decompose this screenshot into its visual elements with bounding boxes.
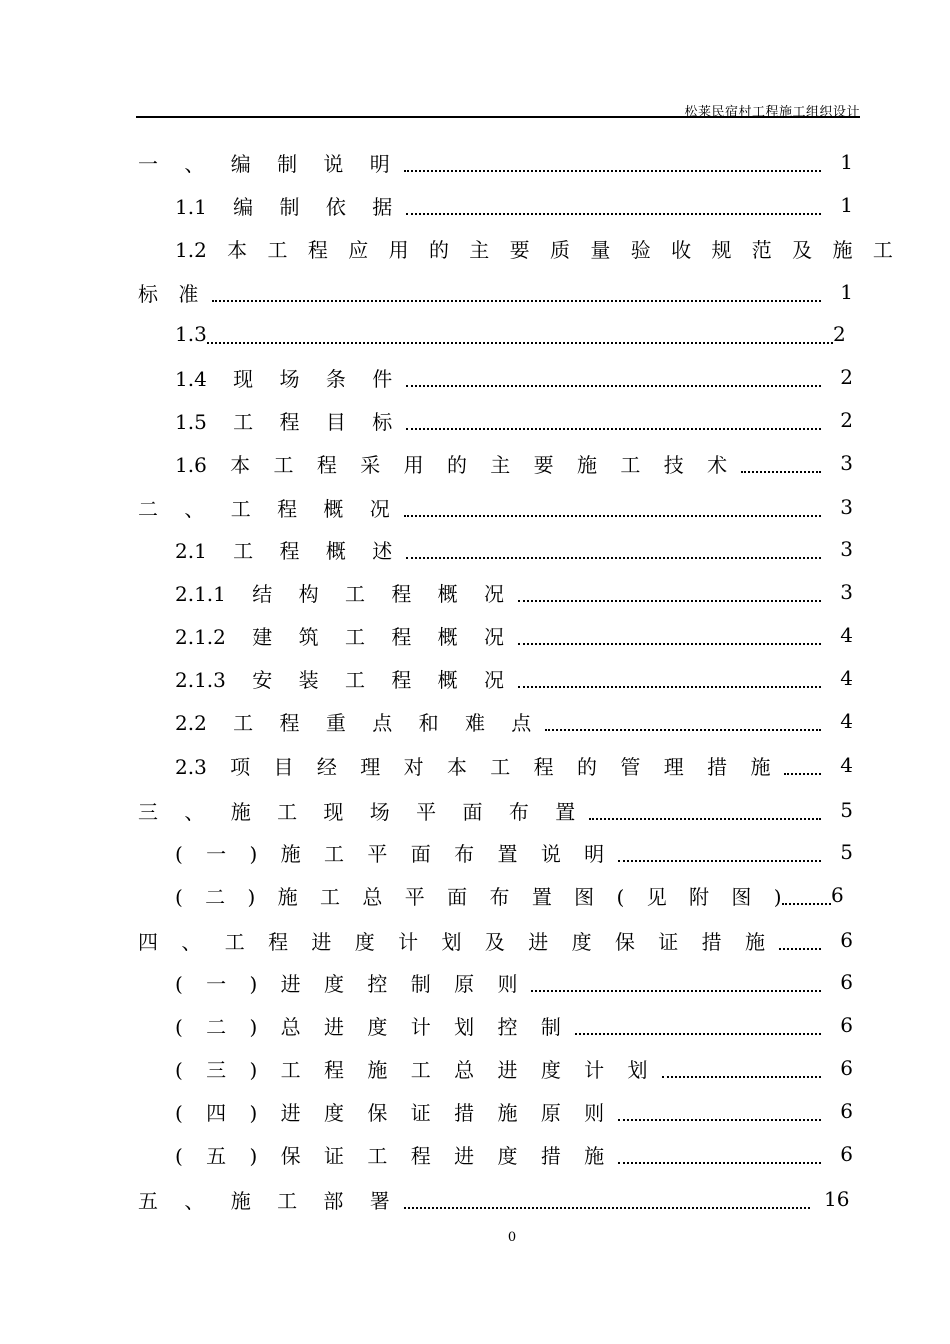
toc-entry[interactable]: [175, 362, 853, 392]
toc-entry-label: 2.1.2 建 筑 工 程 概 况: [175, 624, 505, 649]
toc-entry[interactable]: [175, 1139, 853, 1169]
page-number: 0: [507, 1230, 517, 1245]
toc-leader-dots: [782, 889, 831, 905]
toc-entry[interactable]: [175, 1010, 853, 1040]
toc-leader-dots: [406, 371, 821, 387]
toc-entry[interactable]: [175, 1053, 853, 1083]
running-header: 松莱民宿村工程施工组织设计: [684, 105, 860, 120]
toc-entry[interactable]: [175, 190, 853, 220]
toc-entry[interactable]: [175, 534, 853, 564]
toc-entry-page: 1: [840, 193, 853, 217]
toc-leader-dots: [518, 586, 821, 602]
toc-entry-page: 3: [840, 495, 853, 519]
toc-entry-page: 1: [840, 280, 853, 304]
toc-entry-label: 一 、 编 制 说 明: [138, 151, 390, 176]
toc-entry-label: 标 准: [138, 281, 199, 306]
toc-leader-dots: [545, 715, 821, 731]
toc-entry-page: 6: [840, 1013, 853, 1037]
toc-leader-dots: [404, 501, 821, 517]
header-rule: [136, 116, 860, 118]
toc-entry-label: 二 、 工 程 概 况: [138, 496, 390, 521]
toc-entry-label: 2.1.1 结 构 工 程 概 况: [175, 581, 505, 606]
toc-entry-page: 5: [840, 840, 853, 864]
toc-entry[interactable]: [175, 233, 893, 263]
toc-entry-label: 1.4 现 场 条 件: [175, 366, 393, 391]
toc-entry-label: 2.1.3 安 装 工 程 概 况: [175, 667, 505, 692]
toc-leader-dots: [404, 156, 821, 172]
toc-entry-label: 五 、 施 工 部 署: [138, 1188, 390, 1213]
toc-entry-page: 2: [840, 408, 853, 432]
toc-entry[interactable]: [175, 880, 843, 910]
toc-leader-dots: [212, 286, 821, 302]
toc-leader-dots: [518, 629, 821, 645]
toc-entry-page: 2: [833, 322, 846, 346]
toc-entry[interactable]: [175, 1096, 853, 1126]
toc-entry-page: 6: [840, 1142, 853, 1166]
toc-entry[interactable]: [175, 577, 853, 607]
toc-entry-label: ( 二 ) 总 进 度 计 划 控 制: [175, 1014, 561, 1039]
toc-leader-dots: [575, 1019, 821, 1035]
toc-entry-label: 1.1 编 制 依 据: [175, 194, 393, 219]
toc-leader-dots: [784, 759, 821, 775]
toc-entry-label: 四 、 工 程 进 度 计 划 及 进 度 保 证 措 施: [138, 929, 766, 954]
toc-leader-dots: [518, 672, 821, 688]
toc-entry-label: 1.2 本 工 程 应 用 的 主 要 质 量 验 收 规 范 及 施 工: [175, 237, 893, 262]
toc-entry[interactable]: [175, 319, 845, 349]
toc-leader-dots: [741, 457, 821, 473]
toc-entry-label: 1.3: [175, 322, 207, 346]
toc-leader-dots: [662, 1062, 821, 1078]
toc-entry[interactable]: [138, 1184, 848, 1214]
toc-entry-label: ( 三 ) 工 程 施 工 总 进 度 计 划: [175, 1057, 648, 1082]
toc-entry-label: 2.1 工 程 概 述: [175, 538, 393, 563]
toc-entry[interactable]: [175, 967, 853, 997]
toc-entry[interactable]: [175, 706, 853, 736]
toc-entry-page: 3: [840, 451, 853, 475]
toc-entry-page: 3: [840, 537, 853, 561]
toc-entry-label: 1.6 本 工 程 采 用 的 主 要 施 工 技 术: [175, 452, 728, 477]
toc-entry-label: 2.2 工 程 重 点 和 难 点: [175, 710, 532, 735]
toc-leader-dots: [618, 1105, 821, 1121]
toc-entry-label: ( 二 ) 施 工 总 平 面 布 置 图 ( 见 附 图 ): [175, 884, 782, 909]
toc-entry[interactable]: [175, 663, 853, 693]
toc-entry[interactable]: [138, 925, 853, 955]
toc-entry[interactable]: [138, 147, 853, 177]
toc-leader-dots: [531, 976, 821, 992]
toc-entry-page: 1: [840, 150, 853, 174]
toc-entry-label: 三 、 施 工 现 场 平 面 布 置: [138, 799, 576, 824]
toc-leader-dots: [404, 1193, 810, 1209]
toc-entry-page: 4: [840, 709, 853, 733]
toc-entry-label: 2.3 项 目 经 理 对 本 工 程 的 管 理 措 施: [175, 754, 771, 779]
toc-entry-label: ( 四 ) 进 度 保 证 措 施 原 则: [175, 1100, 605, 1125]
toc-entry-page: 6: [840, 970, 853, 994]
toc-leader-dots: [406, 199, 821, 215]
toc-entry[interactable]: [138, 492, 853, 522]
toc-entry-page: 5: [840, 798, 853, 822]
toc-leader-dots: [779, 934, 821, 950]
toc-entry[interactable]: [138, 277, 853, 307]
toc-entry[interactable]: [175, 837, 853, 867]
toc-leader-dots: [618, 846, 821, 862]
toc-leader-dots: [406, 414, 821, 430]
toc-entry-label: ( 一 ) 施 工 平 面 布 置 说 明: [175, 841, 605, 866]
toc-entry[interactable]: [138, 795, 853, 825]
toc-leader-dots: [406, 543, 821, 559]
toc-entry-page: 4: [840, 753, 853, 777]
toc-entry-page: 2: [840, 365, 853, 389]
toc-entry-page: 4: [840, 623, 853, 647]
toc-entry-label: ( 一 ) 进 度 控 制 原 则: [175, 971, 518, 996]
toc-entry-page: 4: [840, 666, 853, 690]
toc-entry[interactable]: [175, 448, 853, 478]
toc-entry-page: 6: [840, 1099, 853, 1123]
toc-entry-label: ( 五 ) 保 证 工 程 进 度 措 施: [175, 1143, 605, 1168]
toc-entry[interactable]: [175, 750, 853, 780]
toc-leader-dots: [589, 804, 821, 820]
toc-leader-dots: [618, 1148, 821, 1164]
toc-entry-page: 6: [831, 883, 844, 907]
toc-entry[interactable]: [175, 620, 853, 650]
toc-entry[interactable]: [175, 405, 853, 435]
toc-entry-page: 3: [840, 580, 853, 604]
toc-leader-dots: [207, 328, 833, 344]
toc-entry-page: 6: [840, 1056, 853, 1080]
toc-entry-page: 6: [840, 928, 853, 952]
toc-entry-page: 16: [824, 1187, 850, 1211]
toc-entry-label: 1.5 工 程 目 标: [175, 409, 393, 434]
